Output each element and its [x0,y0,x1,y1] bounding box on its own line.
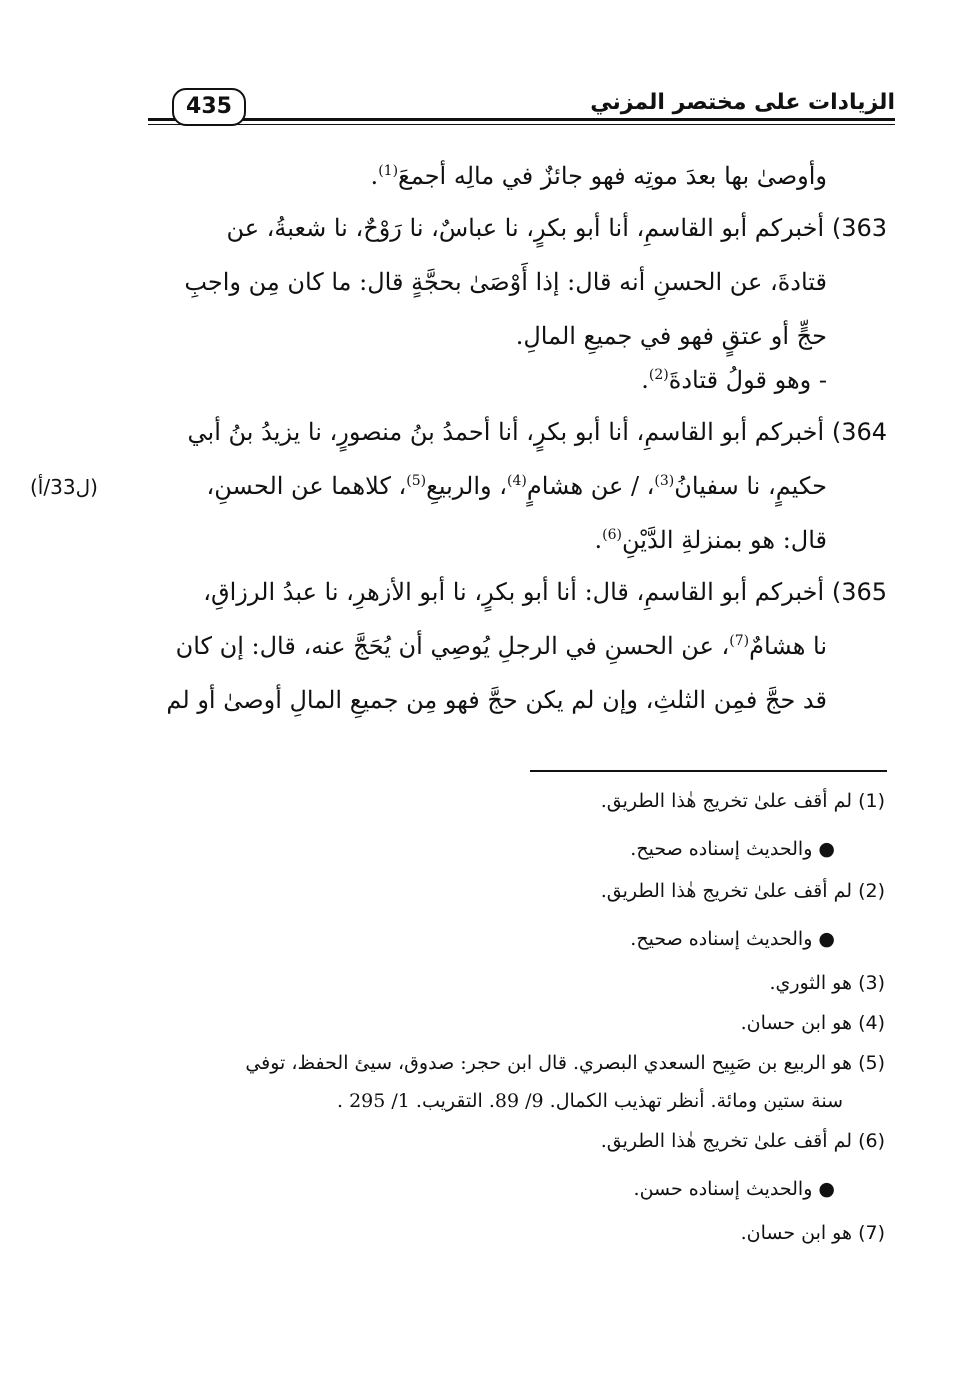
footnote-ref-5: (5) [406,473,427,489]
footnote-ref-6: (6) [602,527,622,543]
text-line-6: 364) أخبركم أبو القاسمِ، أنا أبو بكرٍ، أنا أحمدُ بنُ منصورٍ، نا يزيدُ بنُ أبي [187,418,887,446]
footnote-5-cont: سنة ستين ومائة. أنظر تهذيب الكمال. 9/ 89. التقريب. 1/ 295 . [336,1090,843,1112]
header-rule-thin [148,124,895,125]
entry-number-365: 365) [831,578,887,606]
text-line-2: 363) أخبركم أبو القاسمِ، أنا أبو بكرٍ، نا عباسٌ، نا رَوْحٌ، نا شعبةُ، عن [226,214,887,242]
footnote-4: (4) هو ابن حسان. [740,1012,885,1034]
text-line-5: - وهو قولُ قتادةَ$^{(2)}$. [641,366,827,394]
margin-note: (ل33/أ) [30,475,98,499]
footnote-6: (6) لم أقف علىٰ تخريج هٰذا الطريق. [600,1130,885,1152]
footnote-5: (5) هو الربيع بن صَبِيح السعدي البصري. قال ابن حجر: صدوق، سيئ الحفظ، توفي [245,1052,885,1074]
text-line-4: حجٍّ أو عتقٍ فهو في جميعِ المالِ. [515,322,827,350]
footnote-ref-1: (1) [378,163,399,179]
footnote-1: (1) لم أقف علىٰ تخريج هٰذا الطريق. [600,790,885,812]
footnote-ref-2: (2) [648,367,669,383]
footnote-6-note: ● والحديث إسناده حسن. [633,1178,835,1200]
entry-number-364: 364) [831,418,887,446]
running-title: الزيادات على مختصر المزني [590,90,895,115]
text-line-9: 365) أخبركم أبو القاسمِ، قال: أنا أبو بكرٍ، نا أبو الأزهرِ، نا عبدُ الرزاقِ، [203,578,887,606]
footnote-separator [530,770,887,772]
text-line-11: قد حجَّ فمِن الثلثِ، وإن لم يكن حجَّ فهو مِن جميعِ المالِ أوصىٰ أو لم [166,686,827,714]
header-rule-thick [148,118,895,121]
footnote-ref-4: (4) [507,473,527,489]
footnote-7: (7) هو ابن حسان. [740,1222,885,1244]
text-line-3: قتادةَ، عن الحسنِ أنه قال: إذا أَوْصَىٰ بحجَّةٍ قال: ما كان مِن واجبِ [184,268,827,296]
text-line-10: نا هشامٌ$^{(7)}$، عن الحسنِ في الرجلِ يُوصِي أن يُحَجَّ عنه، قال: إن كان [175,632,827,660]
footnote-1-note: ● والحديث إسناده صحيح. [630,838,835,860]
text-line-7: حكيمٍ، نا سفيانُ$^{(3)}$، / عن هشامٍ$^{(4)}$، والربيعِ$^{(5)}$، كلاهما عن الحسنِ، [206,472,827,500]
footnote-ref-7: (7) [729,633,750,649]
page-number: 435 [172,88,246,126]
entry-number-363: 363) [831,214,887,242]
footnote-2: (2) لم أقف علىٰ تخريج هٰذا الطريق. [600,880,885,902]
footnote-2-note: ● والحديث إسناده صحيح. [630,928,835,950]
text-line-8: قال: هو بمنزلةِ الدَّيْنِ$^{(6)}$. [594,526,827,554]
text-line-1: وأوصىٰ بها بعدَ موتِه فهو جائزٌ في مالِه أجمعَ$^{(1)}$. [370,162,827,190]
footnote-ref-3: (3) [654,473,675,489]
footnote-3: (3) هو الثوري. [769,972,885,994]
